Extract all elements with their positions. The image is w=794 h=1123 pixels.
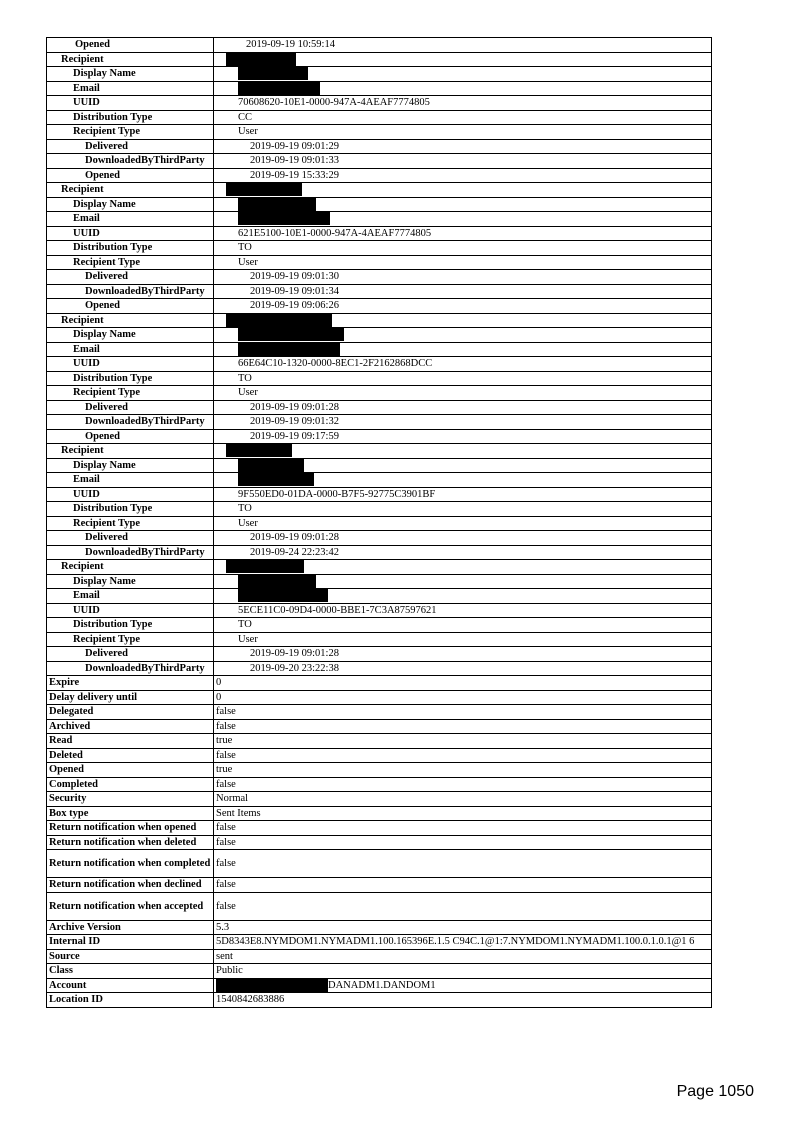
property-name: Email (47, 589, 214, 604)
redaction-block (226, 560, 304, 573)
table-row (47, 183, 712, 198)
property-name: Recipient (47, 444, 214, 459)
table-row (47, 920, 712, 935)
property-name: Read (47, 734, 214, 749)
table-row (47, 444, 712, 459)
property-name: Email (47, 342, 214, 357)
property-name: Class (47, 964, 214, 979)
property-value-text: 70608620-10E1-0000-947A-4AEAF7774805 (238, 97, 430, 109)
table-row (47, 415, 712, 430)
property-value (214, 777, 712, 792)
table-row (47, 38, 712, 53)
property-name: Return notification when deleted (47, 835, 214, 850)
property-value (214, 415, 712, 430)
property-name: Display Name (47, 67, 214, 82)
property-name: UUID (47, 96, 214, 111)
redaction-block (238, 82, 320, 95)
table-row (47, 241, 712, 256)
property-name: Distribution Type (47, 241, 214, 256)
property-value (214, 81, 712, 96)
property-name: UUID (47, 357, 214, 372)
property-value-text: 621E5100-10E1-0000-947A-4AEAF7774805 (238, 227, 432, 239)
property-value (214, 603, 712, 618)
property-name: Display Name (47, 574, 214, 589)
redaction-block (238, 198, 316, 211)
property-value (214, 139, 712, 154)
table-row (47, 110, 712, 125)
property-value (214, 342, 712, 357)
table-row (47, 935, 712, 950)
property-name: Distribution Type (47, 618, 214, 633)
property-value (214, 328, 712, 343)
table-row (47, 777, 712, 792)
properties-table-body (47, 38, 712, 1008)
table-row (47, 763, 712, 778)
table-row (47, 342, 712, 357)
property-value-text: 9F550ED0-01DA-0000-B7F5-92775C3901BF (238, 488, 436, 500)
property-value-text: DANADM1.DANDOM1 (328, 979, 436, 991)
property-value (214, 920, 712, 935)
property-value-text: 2019-09-19 15:33:29 (250, 169, 339, 181)
table-row (47, 313, 712, 328)
property-value (214, 429, 712, 444)
property-value-text: false (216, 822, 236, 834)
property-value-text: 2019-09-19 09:01:32 (250, 416, 339, 428)
property-name: Source (47, 949, 214, 964)
property-name: Recipient (47, 183, 214, 198)
property-value (214, 878, 712, 893)
property-name: UUID (47, 226, 214, 241)
property-value-text: 5.3 (216, 921, 230, 933)
property-name: Account (47, 978, 214, 993)
property-name: Recipient (47, 52, 214, 67)
property-value-text: 2019-09-19 09:01:33 (250, 155, 339, 167)
property-value (214, 574, 712, 589)
property-value (214, 458, 712, 473)
property-name: Distribution Type (47, 110, 214, 125)
table-row (47, 96, 712, 111)
property-value (214, 313, 712, 328)
property-value (214, 531, 712, 546)
table-row (47, 993, 712, 1008)
property-name: Box type (47, 806, 214, 821)
property-value-text: TO (238, 372, 252, 384)
property-value-text: 66E64C10-1320-0000-8EC1-2F2162868DCC (238, 358, 433, 370)
property-value-text: 2019-09-19 10:59:14 (246, 39, 335, 51)
property-value-text: false (216, 836, 236, 848)
property-name: Email (47, 473, 214, 488)
property-value (214, 935, 712, 950)
property-value (214, 270, 712, 285)
property-name: Recipient (47, 560, 214, 575)
table-row (47, 328, 712, 343)
property-value-text: TO (238, 242, 252, 254)
table-row (47, 850, 712, 878)
property-value (214, 255, 712, 270)
property-value-text: 0 (216, 691, 222, 703)
property-value-text: 2019-09-19 09:01:28 (250, 401, 339, 413)
property-value (214, 516, 712, 531)
table-row (47, 603, 712, 618)
property-value (214, 705, 712, 720)
property-value (214, 993, 712, 1008)
property-value (214, 850, 712, 878)
property-value (214, 52, 712, 67)
property-value (214, 734, 712, 749)
table-row (47, 690, 712, 705)
table-row (47, 618, 712, 633)
table-row (47, 168, 712, 183)
page-number: Page 1050 (676, 1083, 754, 1100)
property-value-text: User (238, 633, 258, 645)
table-row (47, 705, 712, 720)
property-name: Recipient Type (47, 632, 214, 647)
property-name: Location ID (47, 993, 214, 1008)
property-value (214, 38, 712, 53)
table-row (47, 154, 712, 169)
property-value-text: 5D8343E8.NYMDOM1.NYMADM1.100.165396E.1.5 C94C.1@1:7.NYMDOM1.NYMADM1.100.0.1.0.1@1 6 (216, 936, 695, 948)
property-value-text: User (238, 126, 258, 138)
property-name: Delivered (47, 647, 214, 662)
property-value-text: false (216, 879, 236, 891)
property-name: UUID (47, 487, 214, 502)
table-row (47, 589, 712, 604)
table-row (47, 270, 712, 285)
property-value-text: false (216, 858, 236, 869)
property-value-text: 2019-09-19 09:06:26 (250, 300, 339, 312)
property-name: Recipient Type (47, 386, 214, 401)
property-name: Internal ID (47, 935, 214, 950)
property-name: Completed (47, 777, 214, 792)
property-value (214, 835, 712, 850)
property-value (214, 371, 712, 386)
property-value (214, 226, 712, 241)
property-value-text: Public (216, 965, 243, 977)
redaction-block (238, 473, 314, 486)
property-value (214, 386, 712, 401)
property-name: Opened (47, 299, 214, 314)
redaction-block (238, 589, 328, 602)
redaction-block (238, 328, 344, 341)
table-row (47, 949, 712, 964)
table-row (47, 545, 712, 560)
property-value (214, 473, 712, 488)
property-value (214, 792, 712, 807)
property-value (214, 748, 712, 763)
property-name: DownloadedByThirdParty (47, 545, 214, 560)
property-name: Delivered (47, 400, 214, 415)
table-row (47, 734, 712, 749)
property-value (214, 96, 712, 111)
table-row (47, 226, 712, 241)
property-value (214, 661, 712, 676)
table-row (47, 52, 712, 67)
table-row (47, 139, 712, 154)
property-value (214, 949, 712, 964)
property-value (214, 212, 712, 227)
property-value (214, 978, 712, 993)
property-name: DownloadedByThirdParty (47, 284, 214, 299)
table-row (47, 197, 712, 212)
property-name: Security (47, 792, 214, 807)
table-row (47, 806, 712, 821)
property-value-text: false (216, 778, 236, 790)
property-value (214, 67, 712, 82)
property-value (214, 183, 712, 198)
redaction-block (238, 67, 308, 80)
property-value (214, 168, 712, 183)
table-row (47, 473, 712, 488)
property-value-text: 2019-09-19 09:01:28 (250, 648, 339, 660)
redaction-block (238, 459, 304, 472)
property-value (214, 589, 712, 604)
property-name: Delivered (47, 531, 214, 546)
property-value (214, 719, 712, 734)
redaction-block (238, 343, 340, 356)
table-row (47, 632, 712, 647)
property-name: Delivered (47, 270, 214, 285)
property-name: Display Name (47, 328, 214, 343)
property-value-text: 1540842683886 (216, 994, 285, 1006)
property-name: Delay delivery until (47, 690, 214, 705)
property-name: Recipient (47, 313, 214, 328)
property-value (214, 154, 712, 169)
property-name: Expire (47, 676, 214, 691)
table-row (47, 676, 712, 691)
table-row (47, 748, 712, 763)
property-name: Display Name (47, 458, 214, 473)
property-value (214, 632, 712, 647)
property-value (214, 241, 712, 256)
property-value (214, 806, 712, 821)
property-value-text: 0 (216, 677, 222, 689)
table-row (47, 125, 712, 140)
redaction-block (226, 444, 292, 457)
property-value-text: CC (238, 111, 253, 123)
property-value (214, 560, 712, 575)
property-value (214, 299, 712, 314)
table-row (47, 892, 712, 920)
table-row (47, 255, 712, 270)
property-name: Archived (47, 719, 214, 734)
property-name: Deleted (47, 748, 214, 763)
property-value-text: 2019-09-19 09:01:28 (250, 532, 339, 544)
property-value-text: false (216, 720, 236, 732)
property-name: Recipient Type (47, 255, 214, 270)
property-value (214, 763, 712, 778)
property-value (214, 964, 712, 979)
property-name: Opened (47, 429, 214, 444)
table-row (47, 67, 712, 82)
property-name: Return notification when declined (47, 878, 214, 893)
properties-table (46, 37, 712, 1008)
table-row (47, 574, 712, 589)
table-row (47, 299, 712, 314)
property-value (214, 690, 712, 705)
property-name: Opened (47, 38, 214, 53)
table-row (47, 429, 712, 444)
property-value (214, 125, 712, 140)
table-row (47, 964, 712, 979)
property-value-text: User (238, 256, 258, 268)
property-value (214, 821, 712, 836)
property-value-text: TO (238, 503, 252, 515)
table-row (47, 212, 712, 227)
property-value-text: 2019-09-20 23:22:38 (250, 662, 339, 674)
property-value-text: 2019-09-24 22:23:42 (250, 546, 339, 558)
table-row (47, 835, 712, 850)
property-name: Distribution Type (47, 371, 214, 386)
property-value-text: Sent Items (216, 807, 261, 819)
property-name: UUID (47, 603, 214, 618)
property-name: Distribution Type (47, 502, 214, 517)
table-row (47, 386, 712, 401)
property-value (214, 676, 712, 691)
property-name: Return notification when completed (47, 850, 214, 878)
property-value (214, 892, 712, 920)
property-name: Email (47, 81, 214, 96)
property-value-text: true (216, 764, 233, 776)
property-name: Delegated (47, 705, 214, 720)
property-name: DownloadedByThirdParty (47, 661, 214, 676)
property-value-text: true (216, 735, 233, 747)
property-value (214, 284, 712, 299)
table-row (47, 400, 712, 415)
property-value (214, 502, 712, 517)
redaction-block (226, 53, 296, 66)
property-name: Archive Version (47, 920, 214, 935)
property-value-text: 2019-09-19 09:17:59 (250, 430, 339, 442)
property-value-text: sent (216, 950, 233, 962)
table-row (47, 878, 712, 893)
table-row (47, 357, 712, 372)
property-value (214, 647, 712, 662)
property-name: DownloadedByThirdParty (47, 415, 214, 430)
property-name: Email (47, 212, 214, 227)
property-name: Opened (47, 763, 214, 778)
property-value-text: User (238, 517, 258, 529)
property-value (214, 357, 712, 372)
property-value-text: User (238, 387, 258, 399)
redaction-block (226, 314, 332, 327)
table-row (47, 560, 712, 575)
property-name: Opened (47, 168, 214, 183)
table-row (47, 792, 712, 807)
property-name: Return notification when accepted (47, 892, 214, 920)
table-row (47, 81, 712, 96)
table-row (47, 661, 712, 676)
property-value (214, 487, 712, 502)
table-row (47, 284, 712, 299)
table-row (47, 371, 712, 386)
property-name: Return notification when opened (47, 821, 214, 836)
table-row (47, 719, 712, 734)
property-value-text: false (216, 900, 236, 912)
table-row (47, 531, 712, 546)
property-name: DownloadedByThirdParty (47, 154, 214, 169)
property-value-text: 2019-09-19 09:01:30 (250, 271, 339, 283)
property-value (214, 545, 712, 560)
property-name: Display Name (47, 197, 214, 212)
table-row (47, 647, 712, 662)
table-row (47, 502, 712, 517)
table-row (47, 821, 712, 836)
redaction-block (226, 183, 302, 196)
property-value-text: 2019-09-19 09:01:29 (250, 140, 339, 152)
property-value (214, 444, 712, 459)
table-row (47, 516, 712, 531)
property-value (214, 197, 712, 212)
table-row (47, 458, 712, 473)
property-value-text: false (216, 706, 236, 718)
property-name: Recipient Type (47, 516, 214, 531)
property-value-text: 5ECE11C0-09D4-0000-BBE1-7C3A87597621 (238, 604, 437, 616)
property-value-text: false (216, 749, 236, 761)
property-value-text: Normal (216, 793, 249, 805)
redaction-block (238, 212, 330, 225)
redaction-block (216, 979, 328, 992)
property-value-text: TO (238, 619, 252, 631)
table-row (47, 978, 712, 993)
redaction-block (238, 575, 316, 588)
property-name: Delivered (47, 139, 214, 154)
property-value-text: 2019-09-19 09:01:34 (250, 285, 339, 297)
table-row (47, 487, 712, 502)
property-value (214, 110, 712, 125)
property-value (214, 618, 712, 633)
property-name: Recipient Type (47, 125, 214, 140)
property-value (214, 400, 712, 415)
